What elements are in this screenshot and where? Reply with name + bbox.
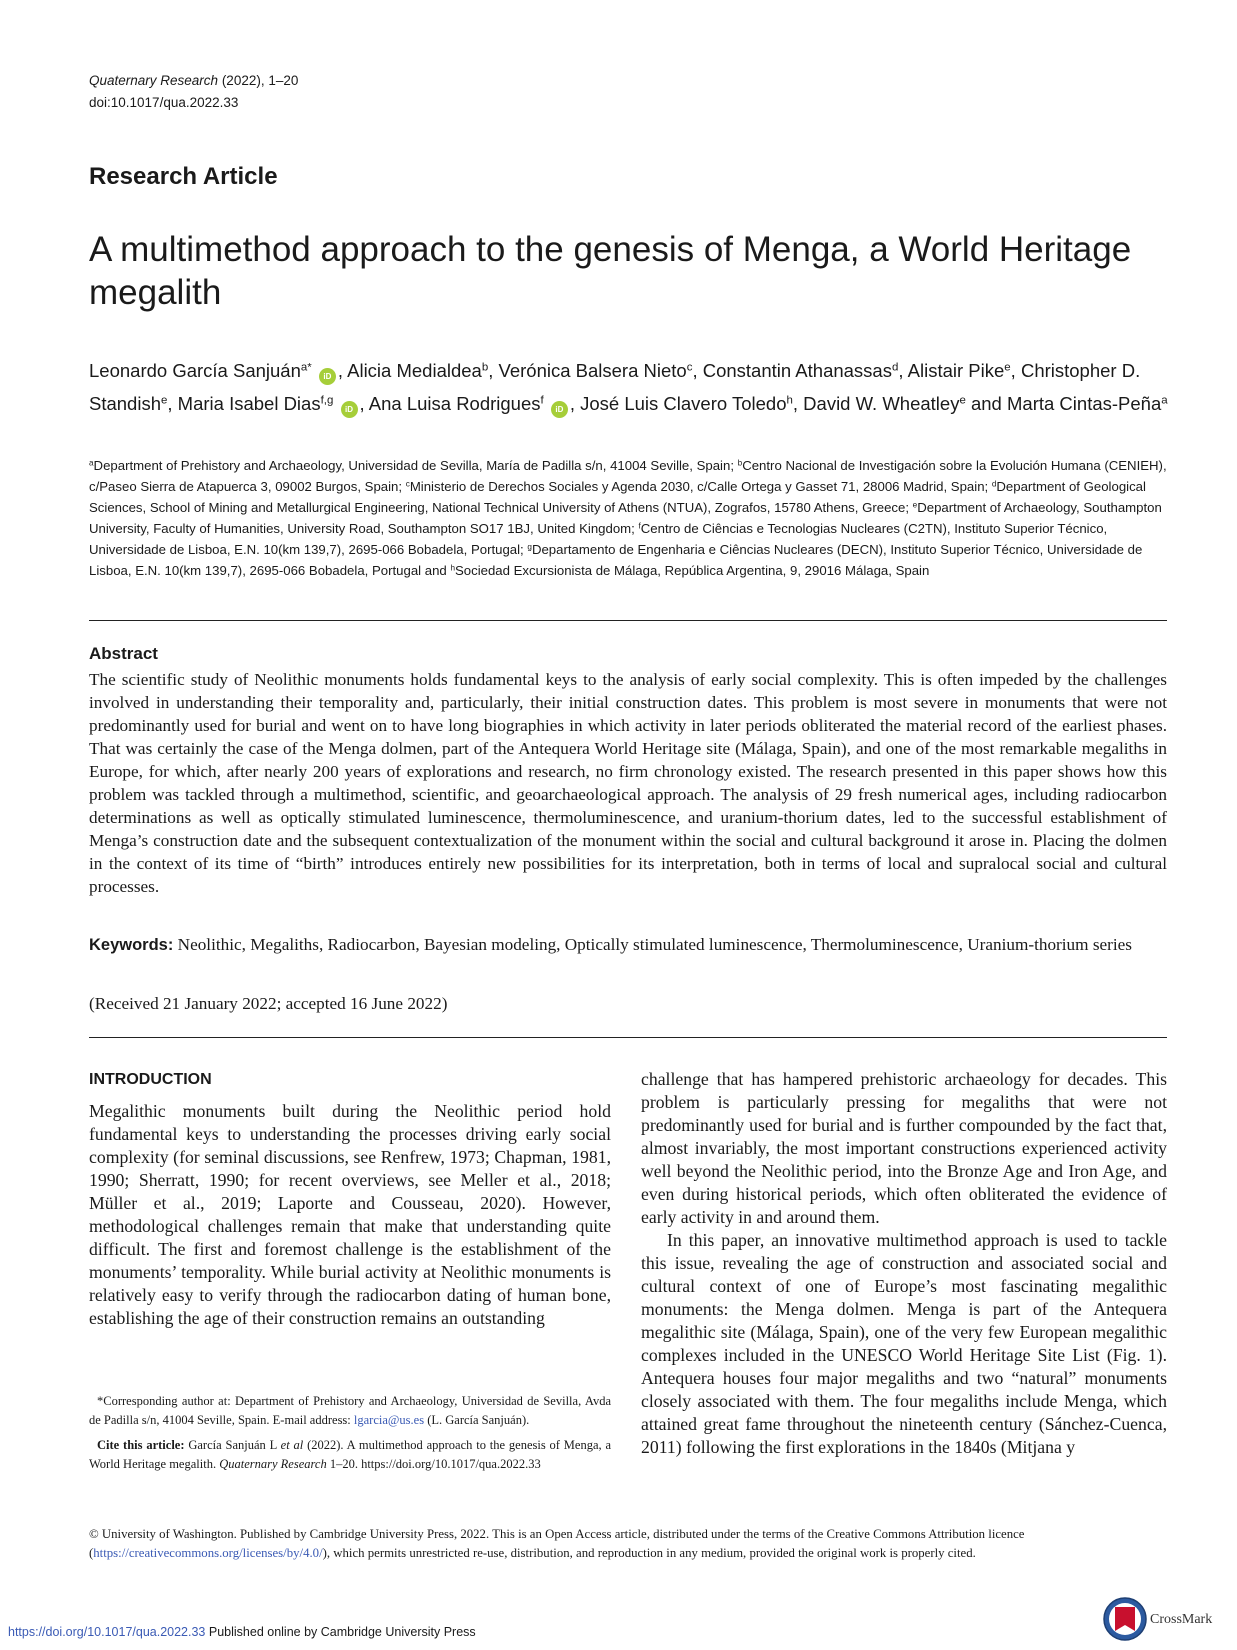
article-type: Research Article <box>89 163 278 190</box>
author-affiliation-marker: c <box>686 361 693 374</box>
cite-this-article: Cite this article: García Sanjuán L et al (2022). A multimethod approach to the genesis of Menga, a World Heritage megalith. Quaternary Research 1–20. https://doi.org/10.1017/qua.2022.33 <box>89 1438 612 1471</box>
keywords <box>89 933 1167 957</box>
corresponding-author-note: *Corresponding author at: Department of Prehistory and Archaeology, Universidad de Sevilla, Avda de Padilla s/n, 41004 Seville, Spain. E-mail address: lgarcia@us.es (L. García Sanjuán). <box>89 1394 611 1427</box>
affiliation-marker: d <box>991 479 997 489</box>
author-name: Leonardo García Sanjuán <box>89 360 301 381</box>
abstract-heading: Abstract <box>89 644 158 663</box>
affiliation-text: Ministerio de Derechos Sociales y Agenda 2030, c/Calle Ortega y Gasset 71, 28006 Madrid, Spain; <box>409 479 992 494</box>
orcid-icon[interactable]: iD <box>551 401 568 418</box>
affiliation-marker: a <box>89 458 94 468</box>
affiliation-text: Centro Nacional de Investigación sobre la Evolución Humana (CENIEH), c/Paseo Sierra de Atapuerca 3, 09002 Burgos, Spain; <box>89 458 1167 494</box>
keywords-text: Neolithic, Megaliths, Radiocarbon, Bayesian modeling, Optically stimulated luminescence, Thermoluminescence, Uranium-thorium series <box>173 935 1132 954</box>
doi-footer-link[interactable]: https://doi.org/10.1017/qua.2022.33 <box>8 1625 206 1639</box>
affiliation-marker: b <box>737 458 743 468</box>
introduction-paragraph-1: challenge that has hampered prehistoric archaeology for decades. This problem is particularly pressing for megaliths that were not predominantly used for burial and is further compounded by the fact that, almost invariably, the most important constructions experienced activity well beyond the Neolithic period, into the Bronze Age and Iron Age, and even during historical periods, which often obliterated the evidence of early activity in and around them. <box>641 1069 1167 1227</box>
article-title: A multimethod approach to the genesis of Menga, a World Heritage megalith <box>89 230 1132 312</box>
footer <box>8 1625 476 1639</box>
affiliation-marker: g <box>527 542 532 552</box>
affiliation-text: Department of Archaeology, Southampton University, Faculty of Humanities, University Road, Southampton SO17 1BJ, United Kingdom; <box>89 500 1162 536</box>
author-affiliation-marker: d <box>891 361 899 374</box>
keywords-label: Keywords: <box>89 936 174 954</box>
abstract-text: The scientific study of Neolithic monuments holds fundamental keys to the analysis of early social complexity. This is often impeded by the challenges involved in understanding their temporality and, particularly, their initial construction dates. This problem is most severe in monuments that were not predominantly used for burial and went on to have long biographies in which activity in later periods obliterated the material record of the earliest phases. That was certainly the case of the Menga dolmen, part of the Antequera World Heritage site (Málaga, Spain), and one of the most remarkable megaliths in Europe, for which, after nearly 200 years of explorations and research, no firm chronology existed. The research presented in this paper shows how this problem was tackled through a multimethod, scientific, and geoarchaeological approach. The analysis of 29 fresh numerical ages, including radiocarbon determinations as well as optically stimulated luminescence, thermoluminescence, and uranium-thorium dates, led to the successful establishment of Menga’s construction date and the subsequent contextualization of the monument within the social and cultural background it arose in. Placing the dolmen in the context of its time of “birth” introduces entirely new possibilities for its interpretation, both in terms of local and supralocal social and cultural processes. <box>89 670 1167 896</box>
author-affiliation-marker: e <box>959 394 966 407</box>
author-name: Christopher D. Standish <box>89 360 1141 414</box>
divider-top <box>89 620 1167 621</box>
introduction-paragraph-2: In this paper, an innovative multimethod approach is used to tackle this issue, revealing the age of construction and associated social and cultural context of one of Europe’s most fascinating megalithic monuments: the Menga dolmen. Menga is part of the Antequera megalithic site (Málaga, Spain), one of the very few European megalithic complexes included in the UNESCO World Heritage Site List (Fig. 1). Antequera houses four major megaliths and two “natural” monuments closely associated with them. The four megaliths include Menga, which attained great fame throughout the nineteenth century (Sánchez-Cuenca, 2011) following the first explorations in the 1840s (Mitjana y <box>641 1230 1167 1457</box>
author-affiliation-marker: a <box>1161 394 1168 407</box>
orcid-icon[interactable]: iD <box>319 368 336 385</box>
published-online: Published online by Cambridge University Press <box>205 1625 476 1639</box>
license-notice: © University of Washington. Published by Cambridge University Press, 2022. This is an Open Access article, distributed under the terms of the Creative Commons Attribution licence (https://creativecommons.org/licenses/by/4.0/), which permits unrestricted re-use, distribution, and reproduction in any medium, provided the original work is properly cited. <box>89 1527 1025 1560</box>
received-dates: (Received 21 January 2022; accepted 16 June 2022) <box>89 994 448 1013</box>
journal-doi: doi:10.1017/qua.2022.33 <box>89 95 239 110</box>
affiliation-marker: c <box>405 479 410 489</box>
author-affiliation-marker: f,g <box>320 394 334 407</box>
affiliation-text: Centro de Ciências e Tecnologias Nucleares (C2TN), Instituto Superior Técnico, Universidade de Lisboa, E.N. 10(km 139,7), 2695-066 Bobadela, Portugal; <box>89 521 1108 557</box>
crossmark-icon <box>1103 1597 1147 1641</box>
affiliation-text: Department of Geological Sciences, School of Mining and Metallurgical Engineering, National Technical University of Athens (NTUA), Zografos, 15780 Athens, Greece; <box>89 479 1146 515</box>
affiliation-marker: f <box>638 521 641 531</box>
introduction-right-column <box>641 1068 1167 1459</box>
introduction-left-column: Megalithic monuments built during the Neolithic period hold fundamental keys to understanding the processes driving early social complexity (for seminal discussions, see Renfrew, 1973; Chapman, 1981, 1990; Sherratt, 1990; for recent overviews, see Meller et al., 2018; Müller et al., 2019; Laporte and Cousseau, 2020). However, methodological challenges remain that make that understanding quite difficult. The first and foremost challenge is the establishment of the monuments’ temporality. While burial activity at Neolithic monuments is relatively easy to verify through the radiocarbon dating of human bone, establishing the age of their construction remains an outstanding <box>89 1101 611 1328</box>
divider-middle <box>89 1037 1167 1038</box>
author-name: José Luis Clavero Toledo <box>580 393 787 414</box>
author-name: Alistair Pike <box>907 360 1005 381</box>
author-name: Constantin Athanassas <box>702 360 892 381</box>
author-name: Ana Luisa Rodrigues <box>368 393 541 414</box>
license-link[interactable]: https://creativecommons.org/licenses/by/4.0/ <box>93 1546 323 1560</box>
author-affiliation-marker: e <box>1004 361 1011 374</box>
author-affiliation-marker: e <box>161 394 168 407</box>
author-name: Maria Isabel Dias <box>177 393 321 414</box>
author-name: Verónica Balsera Nieto <box>498 360 687 381</box>
journal-year-pages: (2022), 1–20 <box>218 73 299 88</box>
journal-name: Quaternary Research <box>89 73 219 88</box>
affiliation-text: Department of Prehistory and Archaeology, Universidad de Sevilla, María de Padilla s/n, 41004 Seville, Spain; <box>93 458 738 473</box>
email-link[interactable]: lgarcia@us.es <box>353 1413 425 1427</box>
introduction-heading: INTRODUCTION <box>89 1071 212 1088</box>
author-affiliation-marker: h <box>786 394 793 407</box>
author-name: David W. Wheatley <box>803 393 960 414</box>
orcid-icon[interactable]: iD <box>341 401 358 418</box>
affiliations <box>89 455 1169 581</box>
affiliation-marker: e <box>912 500 918 510</box>
footnotes <box>89 1392 611 1480</box>
author-name: Marta Cintas-Peña <box>1007 393 1162 414</box>
author-name: Alicia Medialdea <box>347 360 482 381</box>
author-affiliation-marker: b <box>481 361 489 374</box>
journal-header <box>89 70 298 114</box>
crossmark-label: CrossMark <box>1150 1612 1213 1627</box>
affiliation-text: Departamento de Engenharia e Ciências Nucleares (DECN), Instituto Superior Técnico, Universidade de Lisboa, E.N. 10(km 139,7), 2695-066 Bobadela, Portugal and <box>89 542 1143 578</box>
author-list: Leonardo García Sanjuán$^{a*}$ iD , Alicia Medialdea$^b$, Verónica Balsera Nieto$^c$, Constantin Athanassas$^d$, Alistair Pike$^e$, Christopher D. Standish$^e$, Maria Isabel Dias$^{f,g}$ iD , Ana Luisa Rodrigues$^f$ iD , José Luis Clavero Toledo$^h$, David W. Wheatley$^e$ and Marta Cintas-Peña$^a$ <box>89 354 1169 420</box>
author-affiliation-marker: f <box>540 394 544 407</box>
affiliation-marker: h <box>450 563 455 573</box>
affiliation-text: Sociedad Excursionista de Málaga, República Argentina, 9, 29016 Málaga, Spain <box>454 563 930 578</box>
author-affiliation-marker: a* <box>300 361 312 374</box>
